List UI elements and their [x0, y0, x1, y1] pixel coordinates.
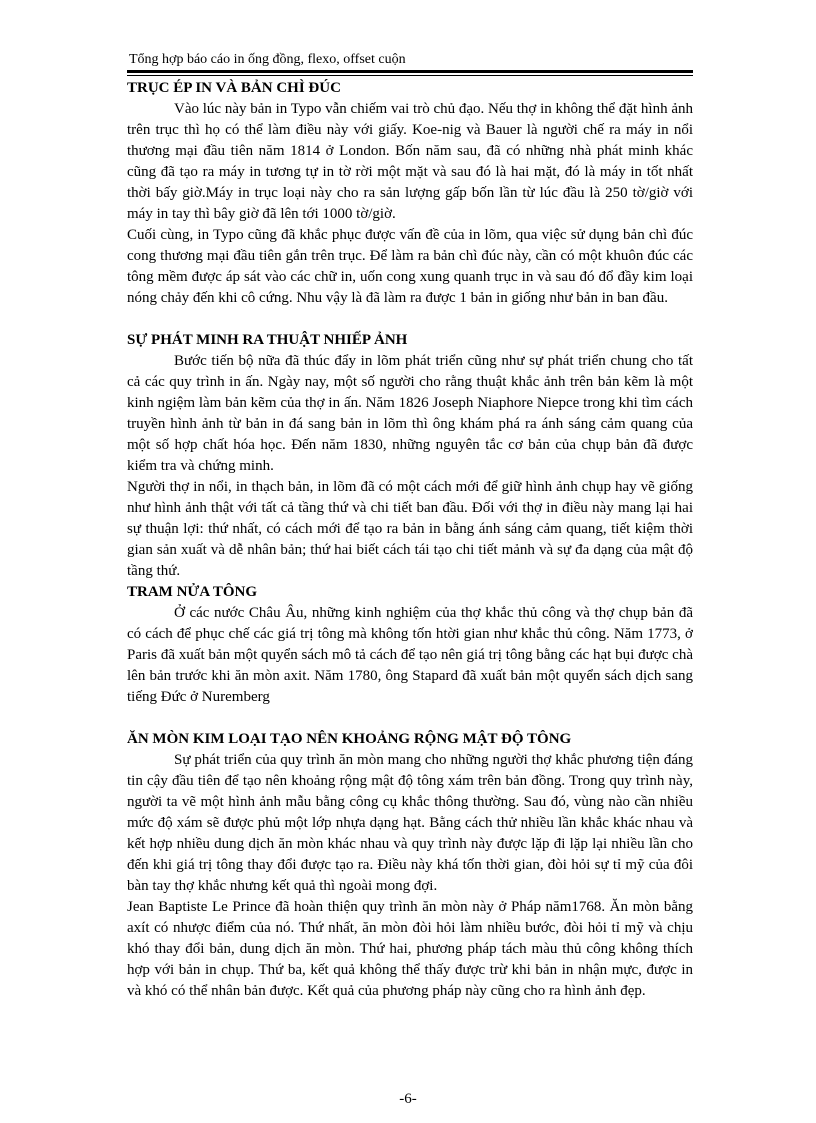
paragraph: Sự phát triển của quy trình ăn mòn mang cho những người thợ khắc phương tiện đáng tin cậy đầu tiên để tạo nên khoảng rộng mật độ tông xám trên bản đồng. Trong quy trình này, người ta vẽ một hình ảnh mẫu bằng công cụ khắc thông thường. Sau đó, vùng nào cần nhiều mức độ xám sẽ được phủ một lớp nhựa dạng hạt. Bằng cách thử nhiều lần khắc khác nhau và kết hợp nhiều dung dịch ăn mòn khác nhau và quy trình này được lặp đi lặp lại nhiều lần cho đến khi giá trị tông thay đổi được tạo ra. Điều này khá tốn thời gian, đòi hỏi sự tỉ mỹ của đôi bàn tay thợ khắc nhưng kết quả thì ngoài mong đợi. — [127, 752, 693, 894]
paragraph: Ở các nước Châu Âu, những kinh nghiệm của thợ khắc thủ công và thợ chụp bản đã có cách để phục chế các giá trị tông mà không tốn htời gian như khắc thủ công. Năm 1773, ở Paris đã xuất bản một quyển sách mô tả cách để tạo nên giá trị tông bằng các hạt bụi được chà lên bản trước khi ăn mòn axit. Năm 1780, ông Stapard đã xuất bản một quyển sách dịch sang tiếng Đức ở Nuremberg — [127, 605, 693, 705]
section-truc-ep-in — [127, 78, 693, 309]
paragraph: Cuối cùng, in Typo cũng đã khắc phục được vấn đề của in lõm, qua việc sử dụng bản chì đúc cong thương mại đầu tiên gắn trên trục. Để làm ra bản chì đúc này, cần có một khuôn đúc các tông mềm được áp sát vào các chữ in, uốn cong xung quanh trục in và sau đó đổ đầy kim loại nóng chảy đến khi cô cứng. Nhu vậy là đã làm ra được 1 bản in giống như bản in ban đầu. — [127, 227, 693, 306]
paragraph: Người thợ in nổi, in thạch bản, in lõm đã có một cách mới để giữ hình ảnh chụp hay vẽ giống như hình ảnh thật với tất cả tầng thứ và chi tiết ban đầu. Đối với thợ in điều này mang lại hai sự thuận lợi: thứ nhất, có cách mới để tạo ra bản in bằng ánh sáng cảm quang, tiết kiệm thời gian sản xuất và dễ nhân bản; thứ hai biết cách tái tạo chi tiết mảnh và sự đa dạng của mật độ tầng thứ. — [127, 479, 693, 579]
header-rule-thin — [127, 75, 693, 76]
paragraph: Vào lúc này bản in Typo vẫn chiếm vai trò chủ đạo. Nếu thợ in không thể đặt hình ảnh trên trục thì họ có thể làm điều này với giấy. Koe-nig và Bauer là người chế ra máy in nổi thương mại đầu tiên năm 1814 ở London. Bốn năm sau, đã có những nhà phát minh khác cũng đã tạo ra máy in tương tự in tờ rời một mặt và sau đó là hai mặt, đó là máy in tốt nhất thời bấy giờ.Máy in trục loại này cho ra sản lượng gấp bốn lần từ lúc đầu là 250 tờ/giờ với máy in tay thì bây giờ đã lên tới 1000 tờ/giờ. — [127, 101, 693, 222]
section-heading: ĂN MÒN KIM LOẠI TẠO NÊN KHOẢNG RỘNG MẬT ĐỘ TÔNG — [127, 731, 572, 747]
header-rule-thick — [127, 70, 693, 73]
section-spacer — [127, 708, 693, 729]
paragraph: Bước tiến bộ nữa đã thúc đẩy in lõm phát triển cũng như sự phát triển chung cho tất cả các quy trình in ấn. Ngày nay, một số người cho rằng thuật khắc ảnh trên bản kẽm là một kinh ngiệm làm bản kẽm của thợ in ấn. Năm 1826 Joseph Niaphore Niepce trong khi tìm cách truyền hình ảnh từ bản in đá sang bản in lõm thì ông khám phá ra ánh sáng cảm quang của một số hợp chất hóa học. Đến năm 1830, những nguyên tắc cơ bản của chụp bản đã được kiểm tra và chứng minh. — [127, 353, 693, 474]
section-thuat-nhiep-anh — [127, 330, 693, 582]
paragraph: Jean Baptiste Le Prince đã hoàn thiện quy trình ăn mòn này ở Pháp năm1768. Ăn mòn bằng axít có nhược điểm của nó. Thứ nhất, ăn mòn đòi hỏi làm nhiều bước, đòi hỏi tỉ mỹ và chịu khó thay đổi bản, dung dịch ăn mòn. Thứ hai, phương pháp tách màu thủ công không thích hợp với bản in chụp. Thứ ba, kết quả không thể thấy được trừ khi bản in nhận mực, được in và khó có thể nhân bản được. Kết quả của phương pháp này cũng cho ra hình ảnh đẹp. — [127, 899, 693, 999]
section-tram-nua-tong — [127, 582, 693, 708]
section-spacer — [127, 309, 693, 330]
running-header-title: Tổng hợp báo cáo in ống đồng, flexo, offset cuộn — [129, 52, 406, 67]
section-heading: TRỤC ÉP IN VÀ BẢN CHÌ ĐÚC — [127, 80, 341, 96]
body-content — [127, 78, 693, 1002]
section-heading: SỰ PHÁT MINH RA THUẬT NHIẾP ẢNH — [127, 332, 408, 348]
section-an-mon-kim-loai — [127, 729, 693, 1002]
section-heading: TRAM NỬA TÔNG — [127, 584, 258, 600]
page-number: -6- — [399, 1091, 417, 1107]
